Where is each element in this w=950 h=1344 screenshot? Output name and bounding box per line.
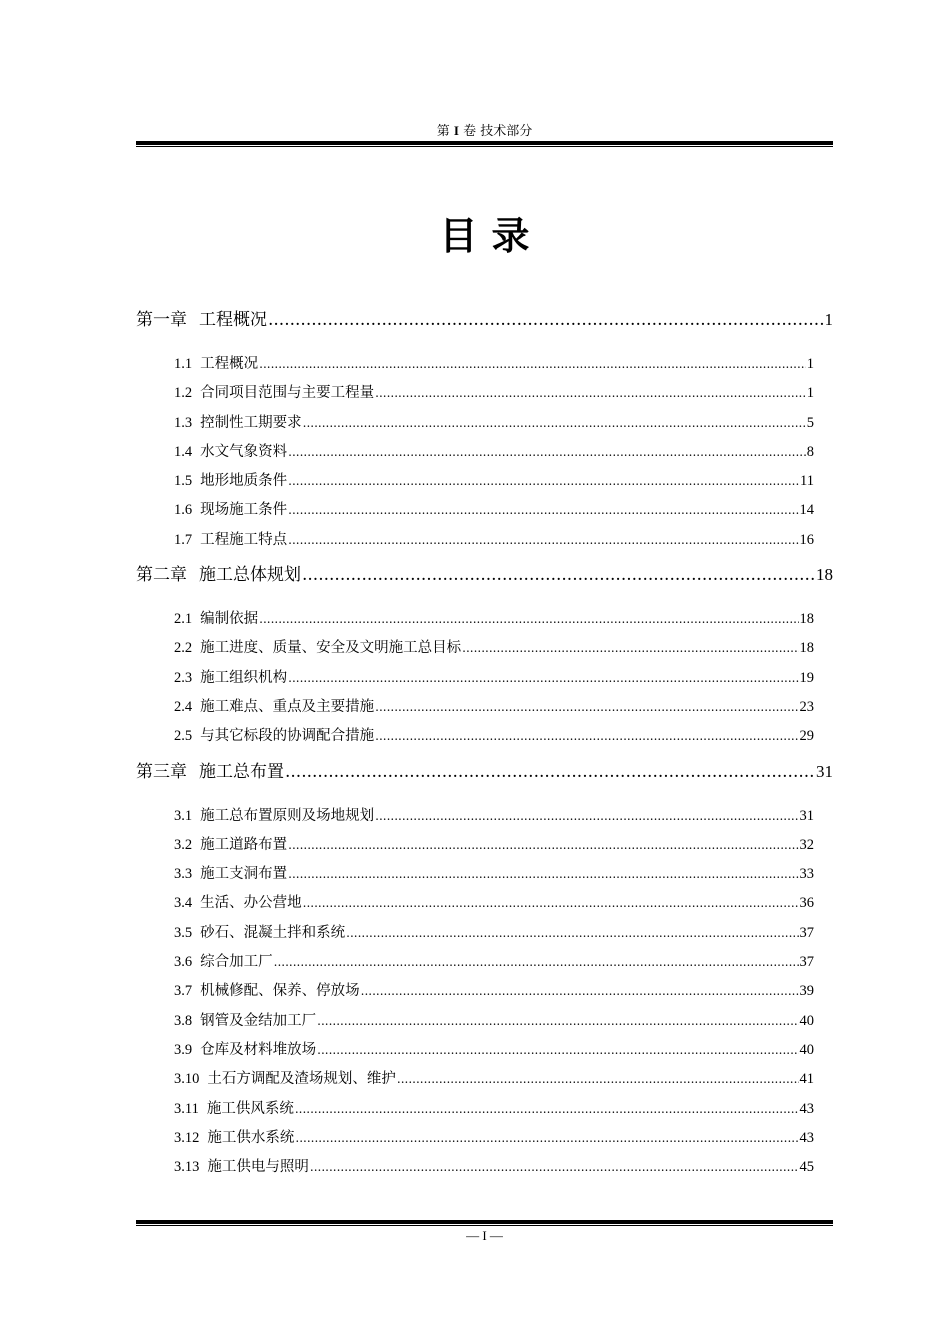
toc-chapter-number: 第三章 [136,761,187,781]
dot-leader [288,526,798,555]
toc-section-number: 3.11 [174,1100,199,1117]
header-suffix: 卷 技术部分 [463,124,533,139]
toc-section[interactable] [136,977,814,1006]
toc-chapter[interactable] [136,305,833,334]
toc-chapter[interactable] [136,757,833,786]
toc-section-label [174,1007,316,1036]
toc-section-page-number: 37 [799,924,814,941]
toc-section-label [174,1153,309,1182]
toc-chapter-title: 施工总体规划 [199,565,301,586]
toc-section-number: 2.2 [174,640,193,657]
toc-section[interactable] [136,919,814,948]
toc-section-title: 仓库及材料堆放场 [200,1041,317,1058]
toc-section-label [174,605,258,634]
toc-section-number: 3.3 [174,866,193,883]
dot-leader [288,467,799,496]
toc-section[interactable] [136,350,814,379]
dot-leader [375,693,798,722]
dot-leader [288,496,798,525]
dot-leader [375,722,798,751]
toc-section-label [174,977,360,1006]
toc-section-label [174,634,461,663]
toc-section[interactable] [136,1095,814,1124]
toc-section-page-number: 36 [799,895,814,912]
toc-section-page-number: 5 [806,414,814,431]
toc-chapter-number: 第二章 [136,565,187,585]
toc-section-page-number: 43 [799,1100,814,1117]
toc-section-label [174,350,258,379]
toc-section-number: 3.10 [174,1071,200,1088]
dot-leader [317,1036,798,1065]
toc-section-number: 3.1 [174,807,193,824]
toc-section-label [174,722,374,751]
dot-leader [288,860,798,889]
dot-leader [288,831,798,860]
dot-leader [310,1153,799,1182]
toc-section[interactable] [136,438,814,467]
toc-section-label [174,693,374,722]
toc-section-label [174,1065,396,1094]
toc-section-number: 3.4 [174,895,193,912]
toc-section[interactable] [136,1007,814,1036]
toc-section-title: 砂石、混凝土拌和系统 [200,924,346,941]
dot-leader [375,379,806,408]
toc-section-label [174,860,287,889]
toc-section-title: 工程概况 [200,356,259,372]
toc-section[interactable] [136,526,814,555]
toc-chapter-number: 第一章 [136,310,187,329]
toc-section[interactable] [136,860,814,889]
toc-section-label [174,1095,294,1124]
toc-section-number: 3.13 [174,1159,200,1176]
toc-section-page-number: 1 [806,385,814,402]
dot-leader [285,758,815,787]
toc-section-title: 现场施工条件 [200,502,288,519]
dot-leader [295,1095,799,1124]
dot-leader [375,802,798,831]
toc-section-title: 施工总布置原则及场地规划 [200,807,375,824]
toc-section-page-number: 14 [799,502,814,519]
toc-section[interactable] [136,693,814,722]
dot-leader [288,438,806,467]
toc-section[interactable] [136,1153,814,1182]
toc-section-number: 1.1 [174,356,193,372]
toc-section-title: 综合加工厂 [200,954,273,971]
toc-chapter-title: 工程概况 [199,310,267,330]
toc-section-title: 机械修配、保养、停放场 [200,983,360,1000]
table-of-contents [136,305,833,1182]
toc-section-page-number: 8 [806,443,814,460]
toc-section[interactable] [136,634,814,663]
dot-leader [317,1007,798,1036]
toc-section-title: 施工供电与照明 [207,1159,309,1176]
toc-section[interactable] [136,409,814,438]
toc-section-title: 控制性工期要求 [200,414,302,431]
toc-section-label [174,948,273,977]
toc-section-number: 1.5 [174,473,193,490]
running-header [136,120,833,139]
toc-section-page-number: 29 [799,728,814,745]
dot-leader [346,919,798,948]
toc-section-title: 施工道路布置 [200,836,288,853]
toc-section-title: 编制依据 [200,611,259,628]
toc-section-number: 3.8 [174,1012,193,1029]
toc-section-title: 与其它标段的协调配合措施 [200,728,375,745]
toc-section-label [174,1036,316,1065]
toc-section-page-number: 23 [799,698,814,715]
toc-section-page-number: 45 [799,1159,814,1176]
toc-section-number: 2.1 [174,611,193,628]
toc-section[interactable] [136,1065,814,1094]
toc-section-title: 施工供水系统 [207,1129,295,1146]
toc-section-page-number: 19 [799,669,814,686]
toc-section-page-number: 32 [799,836,814,853]
toc-chapter[interactable] [136,560,833,589]
toc-section-number: 1.3 [174,414,193,431]
dot-leader [259,605,798,634]
dot-leader [295,1124,798,1153]
toc-section-label [174,409,302,438]
footer-rule [136,1220,833,1226]
toc-section-label [174,438,287,467]
toc-section-page-number: 41 [799,1071,814,1088]
toc-section-page-number: 37 [799,954,814,971]
toc-section-label [174,1124,294,1153]
toc-chapter-label [136,560,301,590]
toc-section[interactable] [136,831,814,860]
toc-section-title: 施工组织机构 [200,669,288,686]
dot-leader [302,561,815,590]
toc-section[interactable] [136,379,814,408]
toc-section-title: 钢管及金结加工厂 [200,1012,317,1029]
dot-leader [303,409,806,438]
toc-section-label [174,831,287,860]
toc-section-label [174,919,345,948]
toc-section-number: 3.2 [174,836,193,853]
toc-section-title: 水文气象资料 [200,443,288,460]
dot-leader [361,977,799,1006]
toc-chapter-page-number: 18 [816,565,833,585]
toc-section[interactable] [136,722,814,751]
toc-section-title: 地形地质条件 [200,473,288,490]
page-title: 目录 [439,213,544,258]
toc-section-number: 3.7 [174,983,193,1000]
toc-section-number: 3.9 [174,1041,193,1058]
toc-chapter-title: 施工总布置 [199,761,284,782]
toc-section[interactable] [136,664,814,693]
toc-section-page-number: 31 [799,807,814,824]
toc-section-page-number: 40 [799,1012,814,1029]
toc-section-page-number: 43 [799,1129,814,1146]
toc-section[interactable] [136,496,814,525]
toc-section[interactable] [136,467,814,496]
toc-section-title: 施工支洞布置 [200,866,288,883]
toc-section-number: 3.5 [174,924,193,941]
toc-chapter-page-number: 31 [816,761,833,781]
toc-section-page-number: 39 [799,983,814,1000]
header-prefix: 第 [436,124,450,139]
toc-section-number: 3.12 [174,1129,200,1146]
toc-section-page-number: 40 [799,1041,814,1058]
toc-section-page-number: 18 [799,611,814,628]
dot-leader [462,634,798,663]
dot-leader [303,889,799,918]
toc-section-number: 2.3 [174,669,193,686]
toc-section-page-number: 33 [799,866,814,883]
toc-section-number: 1.7 [174,531,193,548]
dot-leader [397,1065,799,1094]
toc-section-label [174,379,374,408]
header-rule [136,141,833,147]
toc-section-title: 施工进度、质量、安全及文明施工总目标 [200,640,462,657]
toc-section-page-number: 18 [799,640,814,657]
toc-section-title: 施工难点、重点及主要措施 [200,698,375,715]
toc-section-label [174,526,287,555]
toc-section-number: 2.5 [174,728,193,745]
toc-section[interactable] [136,948,814,977]
toc-section[interactable] [136,889,814,918]
toc-section-label [174,496,287,525]
toc-section-number: 2.4 [174,698,193,715]
dot-leader [259,350,806,379]
toc-chapter-label [136,757,284,787]
toc-section-label [174,889,302,918]
toc-section[interactable] [136,1036,814,1065]
toc-section-label [174,802,374,831]
toc-section-title: 合同项目范围与主要工程量 [200,385,375,402]
dot-leader [268,306,824,335]
toc-section-number: 1.4 [174,443,193,460]
toc-section[interactable] [136,605,814,634]
header-volume: I [453,123,459,138]
toc-section-number: 3.6 [174,954,193,971]
toc-section-page-number: 16 [799,531,814,548]
toc-section-title: 土石方调配及渣场规划、维护 [207,1071,396,1088]
toc-section-number: 1.2 [174,385,193,402]
toc-section-label [174,664,287,693]
toc-chapter-label [136,305,267,335]
toc-chapter-page-number: 1 [824,310,833,329]
toc-section-title: 工程施工特点 [200,531,288,548]
dot-leader [274,948,799,977]
toc-section-page-number: 1 [806,356,814,372]
toc-section-label [174,467,287,496]
toc-section-title: 施工供风系统 [206,1100,294,1117]
toc-section[interactable] [136,1124,814,1153]
toc-section[interactable] [136,802,814,831]
toc-section-page-number: 11 [800,473,814,490]
toc-section-number: 1.6 [174,502,193,519]
page-number: — I — [466,1228,503,1243]
dot-leader [288,664,798,693]
toc-section-title: 生活、办公营地 [200,895,302,912]
